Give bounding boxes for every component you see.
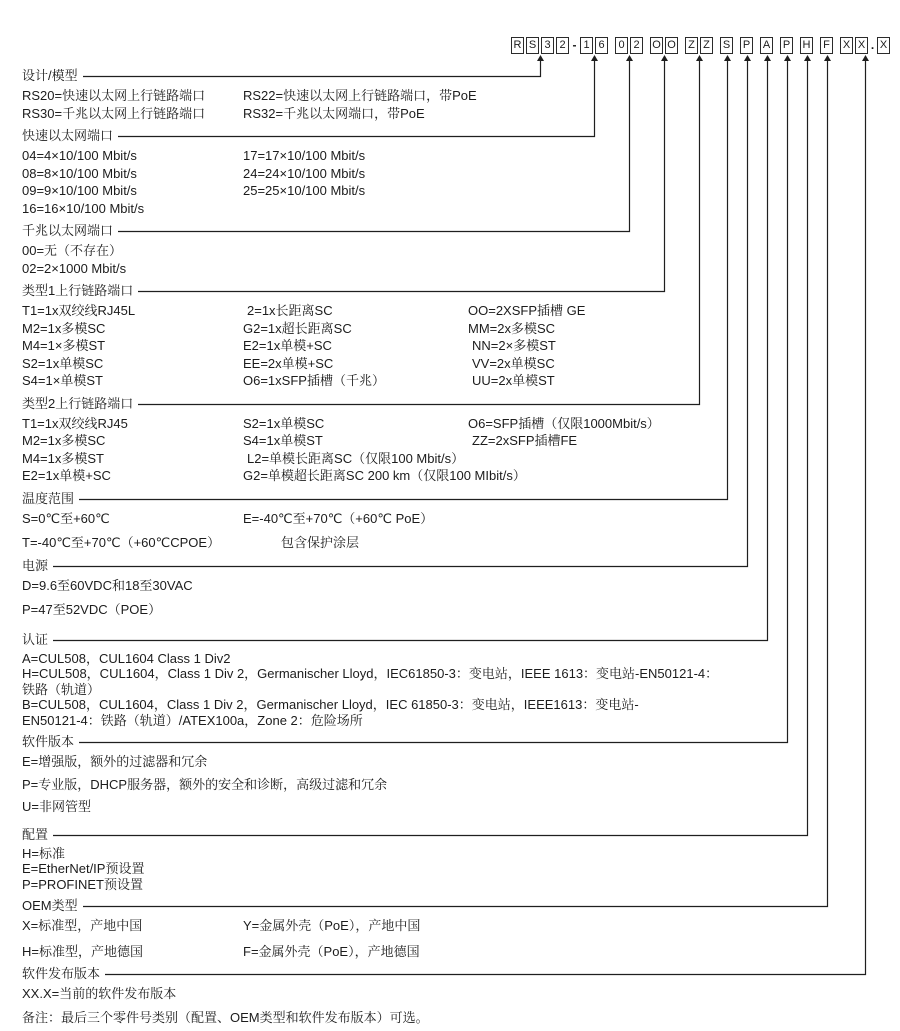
pn-group-temperature bbox=[720, 37, 733, 54]
pn-char-box: 2 bbox=[556, 37, 569, 54]
option-item: E2=1x单模+SC bbox=[22, 468, 111, 483]
section-title: 类型2上行链路端口 bbox=[22, 395, 134, 411]
option-item: EE=2x单模+SC bbox=[243, 355, 334, 371]
section-header bbox=[22, 827, 888, 843]
option-list bbox=[22, 574, 888, 627]
option-item: S4=1x单模ST bbox=[243, 433, 323, 448]
section-title: 电源 bbox=[22, 557, 49, 573]
pn-char-box: S bbox=[526, 37, 539, 54]
option-item: ZZ=2xSFP插槽FE bbox=[472, 433, 578, 448]
option-list bbox=[22, 914, 888, 961]
option-item: S4=1×单模ST bbox=[22, 373, 103, 388]
option-item: S2=1x单模SC bbox=[22, 355, 104, 371]
option-list bbox=[22, 750, 888, 822]
pn-char-box: H bbox=[800, 37, 813, 54]
pn-char-box: 2 bbox=[630, 37, 643, 54]
section-title: 类型1上行链路端口 bbox=[22, 283, 134, 298]
pn-group-uplink2 bbox=[685, 37, 713, 54]
section-header bbox=[22, 68, 888, 84]
section-gigabit-ports bbox=[22, 223, 888, 278]
option-item: 09=9×10/100 Mbit/s bbox=[22, 183, 137, 198]
option-item: O6=1xSFP插槽（千兆） bbox=[243, 373, 385, 388]
option-item: 包含保护涂层 bbox=[281, 535, 360, 550]
pn-char-box: O bbox=[665, 37, 678, 54]
option-item bbox=[468, 450, 888, 468]
section-header bbox=[22, 966, 888, 982]
pn-char-box: P bbox=[740, 37, 753, 54]
option-item: X=标准型，产地中国 bbox=[22, 918, 143, 933]
pn-char-box: Z bbox=[685, 37, 698, 54]
option-item: 17=17×10/100 Mbit/s bbox=[243, 148, 366, 163]
option-item: VV=2x单模SC bbox=[472, 355, 555, 371]
option-item: 16=16×10/100 Mbit/s bbox=[22, 200, 145, 216]
option-item: RS30=千兆以太网上行链路端口 bbox=[22, 105, 206, 121]
option-item: 02=2×1000 Mbit/s bbox=[22, 260, 127, 276]
pn-hyphen: - bbox=[572, 38, 577, 52]
pn-group-gigabit bbox=[615, 37, 643, 54]
option-item: RS20=快速以太网上行链路端口 bbox=[22, 88, 206, 103]
section-uplink-type1 bbox=[22, 283, 888, 391]
option-list bbox=[22, 412, 888, 486]
part-number-code bbox=[511, 37, 890, 54]
pn-group-model bbox=[511, 37, 569, 54]
pn-char-box: X bbox=[840, 37, 853, 54]
option-item: UU=2x单模ST bbox=[472, 373, 555, 388]
section-title: 软件版本 bbox=[22, 734, 75, 749]
option-item: M2=1x多模SC bbox=[22, 433, 106, 448]
option-item: OO=2XSFP插槽 GE bbox=[468, 303, 586, 318]
option-item: 2=1x长距离SC bbox=[247, 303, 333, 318]
pn-char-box: 6 bbox=[595, 37, 608, 54]
option-item: H=标准型，产地德国 bbox=[22, 943, 143, 959]
section-title: 认证 bbox=[22, 631, 49, 647]
option-item: RS32=千兆以太网端口，带PoE bbox=[243, 105, 425, 121]
option-list bbox=[22, 239, 888, 278]
option-item: H=CUL508，CUL1604，Class 1 Div 2，Germanischer Lloyd，IEC61850-3：变电站，IEEE 1613：变电站-EN50121-4： bbox=[22, 666, 719, 681]
section-header bbox=[22, 283, 888, 299]
option-item: RS22=快速以太网上行链路端口，带PoE bbox=[243, 88, 477, 103]
option-item: B=CUL508，CUL1604，Class 1 Div 2，Germanischer Lloyd，IEC 61850-3：变电站，IEEE1613：变电站- bbox=[22, 697, 639, 712]
section-header bbox=[22, 632, 888, 648]
pn-char-box: X bbox=[855, 37, 868, 54]
pn-char-box: R bbox=[511, 37, 524, 54]
option-item-continued: EN50121-4：铁路（轨道）/ATEX100a，Zone 2：危险场所 bbox=[22, 712, 363, 728]
section-title: 配置 bbox=[22, 826, 49, 842]
legend-content bbox=[22, 68, 888, 1026]
option-item: P=专业版，DHCP服务器，额外的安全和诊断，高级过滤和冗余 bbox=[22, 776, 388, 792]
option-item: E=EtherNet/IP预设置 bbox=[22, 861, 145, 876]
pn-char-box: Z bbox=[700, 37, 713, 54]
pn-group-release bbox=[840, 37, 890, 54]
option-item: 00=无（不存在） bbox=[22, 243, 123, 258]
option-item: NN=2×多模ST bbox=[472, 338, 556, 353]
option-item: S=0℃至+60℃ bbox=[22, 510, 110, 526]
option-item: G2=1x超长距离SC bbox=[243, 320, 352, 336]
option-item-continued: 铁路（轨道） bbox=[22, 681, 101, 697]
section-oem-type bbox=[22, 898, 888, 961]
section-header bbox=[22, 223, 888, 239]
pn-cluster-model-ports bbox=[511, 37, 608, 54]
option-item: H=标准 bbox=[22, 845, 65, 861]
section-design-model bbox=[22, 68, 888, 123]
option-item: O6=SFP插槽（仅限1000Mbit/s） bbox=[468, 415, 660, 431]
option-item: D=9.6至60VDC和18至30VAC bbox=[22, 577, 193, 593]
section-uplink-type2 bbox=[22, 396, 888, 486]
section-header bbox=[22, 898, 888, 914]
option-item: E2=1x单模+SC bbox=[243, 338, 332, 353]
section-title: OEM类型 bbox=[22, 898, 78, 913]
option-item: T1=1x双绞线RJ45 bbox=[22, 415, 128, 431]
pn-char-box: 3 bbox=[541, 37, 554, 54]
option-list bbox=[22, 843, 888, 894]
pn-char-box: A bbox=[760, 37, 773, 54]
section-title: 温度范围 bbox=[22, 490, 75, 506]
option-item: Y=金属外壳（PoE），产地中国 bbox=[243, 918, 421, 933]
option-item: 08=8×10/100 Mbit/s bbox=[22, 165, 137, 181]
section-title: 快速以太网端口 bbox=[22, 128, 114, 143]
option-item: M4=1×多模ST bbox=[22, 338, 106, 353]
section-fast-ethernet-ports bbox=[22, 128, 888, 218]
section-power-supply bbox=[22, 558, 888, 627]
option-item: M4=1x多模ST bbox=[22, 450, 104, 466]
option-item: 04=4×10/100 Mbit/s bbox=[22, 148, 137, 163]
option-item: U=非网管型 bbox=[22, 799, 91, 814]
option-item: XX.X=当前的软件发布版本 bbox=[22, 986, 177, 1001]
section-header bbox=[22, 128, 888, 144]
pn-char-box: S bbox=[720, 37, 733, 54]
section-header bbox=[22, 491, 888, 507]
section-header bbox=[22, 396, 888, 412]
option-item: T=-40℃至+70℃（+60℃CPOE） bbox=[22, 535, 221, 550]
section-title: 设计/模型 bbox=[22, 68, 78, 83]
section-temperature-range bbox=[22, 491, 888, 553]
section-configuration bbox=[22, 827, 888, 894]
pn-group-certification bbox=[760, 37, 773, 54]
option-item: F=金属外壳（PoE），产地德国 bbox=[243, 943, 420, 959]
pn-char-box: X bbox=[877, 37, 890, 54]
option-list bbox=[22, 84, 888, 123]
option-list bbox=[22, 144, 888, 218]
option-item: E=增强版，额外的过滤器和冗余 bbox=[22, 754, 208, 769]
section-software-version bbox=[22, 734, 888, 822]
option-list bbox=[22, 982, 888, 1004]
option-item: P=PROFINET预设置 bbox=[22, 876, 143, 892]
option-item bbox=[468, 467, 888, 485]
option-item: T1=1x双绞线RJ45L bbox=[22, 303, 136, 318]
pn-char-box: P bbox=[780, 37, 793, 54]
option-item: L2=单模长距离SC（仅限100 Mbit/s） bbox=[247, 450, 465, 466]
section-header bbox=[22, 558, 888, 574]
pn-group-uplink1 bbox=[650, 37, 678, 54]
option-item: M2=1x多模SC bbox=[22, 320, 106, 336]
option-item: G2=单模超长距离SC 200 km（仅限100 MIbit/s） bbox=[243, 468, 526, 483]
pn-char-box: F bbox=[820, 37, 833, 54]
pn-group-fast-ethernet bbox=[580, 37, 608, 54]
option-item: E=-40℃至+70℃（+60℃ PoE） bbox=[243, 510, 434, 526]
section-header bbox=[22, 734, 888, 750]
section-certification bbox=[22, 632, 888, 730]
pn-group-power bbox=[740, 37, 753, 54]
option-item bbox=[243, 200, 888, 218]
option-item: P=47至52VDC（POE） bbox=[22, 602, 162, 617]
pn-char-box: O bbox=[650, 37, 663, 54]
pn-char-box: 1 bbox=[580, 37, 593, 54]
option-list bbox=[22, 648, 888, 730]
pn-char-box: 0 bbox=[615, 37, 628, 54]
section-software-release bbox=[22, 966, 888, 1004]
option-item: 25=25×10/100 Mbit/s bbox=[243, 183, 366, 198]
footnote: 备注：最后三个零件号类别（配置、OEM类型和软件发布版本）可选。 bbox=[22, 1009, 429, 1025]
pn-group-software bbox=[780, 37, 793, 54]
pn-group-configuration bbox=[800, 37, 813, 54]
option-item: 24=24×10/100 Mbit/s bbox=[243, 165, 366, 181]
section-title: 软件发布版本 bbox=[22, 966, 101, 981]
option-item: MM=2x多模SC bbox=[468, 320, 556, 336]
pn-dot: . bbox=[870, 38, 875, 52]
option-item: A=CUL508，CUL1604 Class 1 Div2 bbox=[22, 650, 231, 666]
option-list bbox=[22, 299, 888, 391]
option-item: S2=1x单模SC bbox=[243, 415, 325, 431]
section-title: 千兆以太网端口 bbox=[22, 223, 114, 238]
option-list bbox=[22, 507, 888, 553]
pn-group-oem bbox=[820, 37, 833, 54]
